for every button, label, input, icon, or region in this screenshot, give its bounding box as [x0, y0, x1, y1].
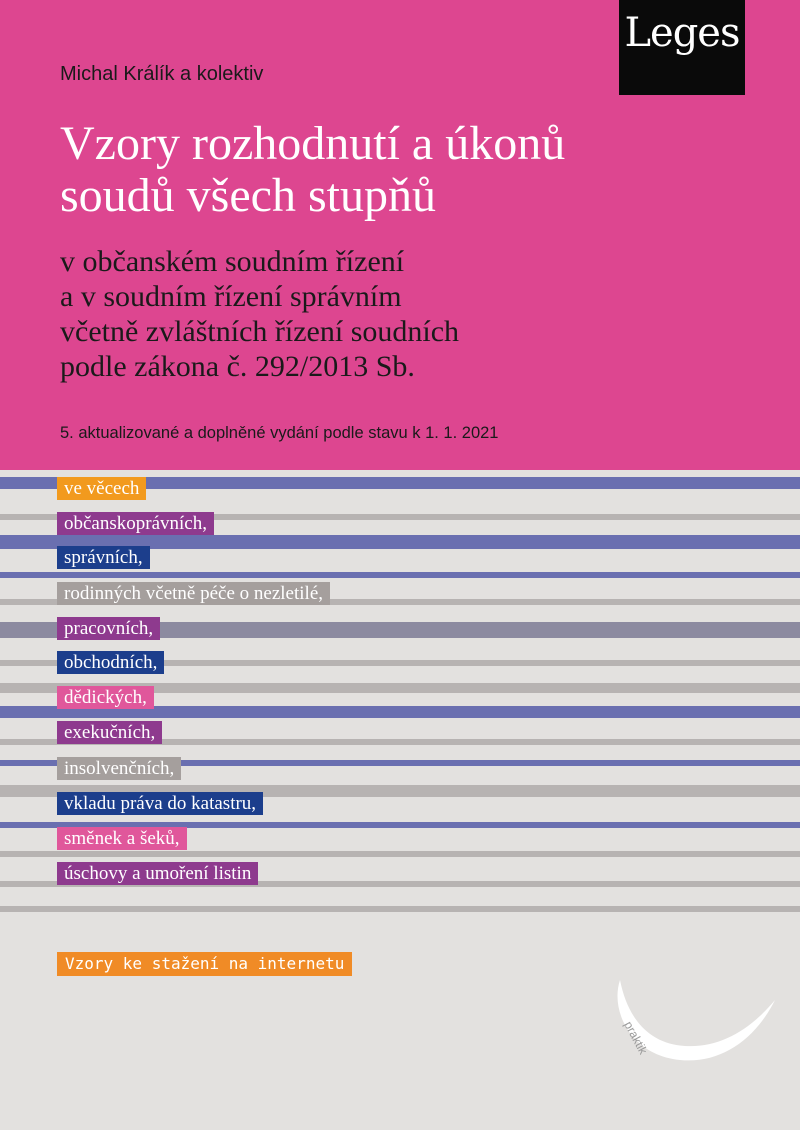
topic-tag: vkladu práva do katastru, [57, 792, 263, 815]
author-name: Michal Králík a kolektiv [60, 63, 264, 85]
edition-note: 5. aktualizované a doplněné vydání podle stavu k 1. 1. 2021 [60, 424, 499, 442]
subtitle-line: podle zákona č. 292/2013 Sb. [60, 350, 415, 383]
publisher-logo-text: Leges [624, 10, 740, 56]
book-subtitle [60, 244, 780, 384]
topic-tag: ve věcech [57, 477, 146, 500]
stripe [0, 906, 800, 912]
publisher-logo [619, 0, 745, 95]
topic-tag: směnek a šeků, [57, 827, 187, 850]
topic-tag: správních, [57, 546, 150, 569]
praktik-swoosh-logo [590, 960, 780, 1070]
topic-tag: exekučních, [57, 721, 162, 744]
stripe [0, 572, 800, 578]
cover-header-panel [0, 0, 800, 470]
subtitle-line: a v soudním řízení správním [60, 280, 402, 313]
subtitle-line: v občanském soudním řízení [60, 245, 405, 278]
download-badge: Vzory ke stažení na internetu [57, 952, 352, 976]
book-title [60, 118, 780, 222]
series-label: praktik [621, 1018, 651, 1057]
stripe [0, 851, 800, 857]
topic-tag: pracovních, [57, 617, 160, 640]
topic-tag: úschovy a umoření listin [57, 862, 258, 885]
topic-tag: občanskoprávních, [57, 512, 214, 535]
subtitle-line: včetně zvláštních řízení soudních [60, 315, 460, 348]
topic-tag: dědických, [57, 686, 154, 709]
topic-tag: rodinných včetně péče o nezletilé, [57, 582, 330, 605]
topic-tag: obchodních, [57, 651, 164, 674]
title-line: Vzory rozhodnutí a úkonů [60, 117, 566, 170]
title-line: soudů všech stupňů [60, 169, 436, 222]
topic-tag: insolvenčních, [57, 757, 181, 780]
